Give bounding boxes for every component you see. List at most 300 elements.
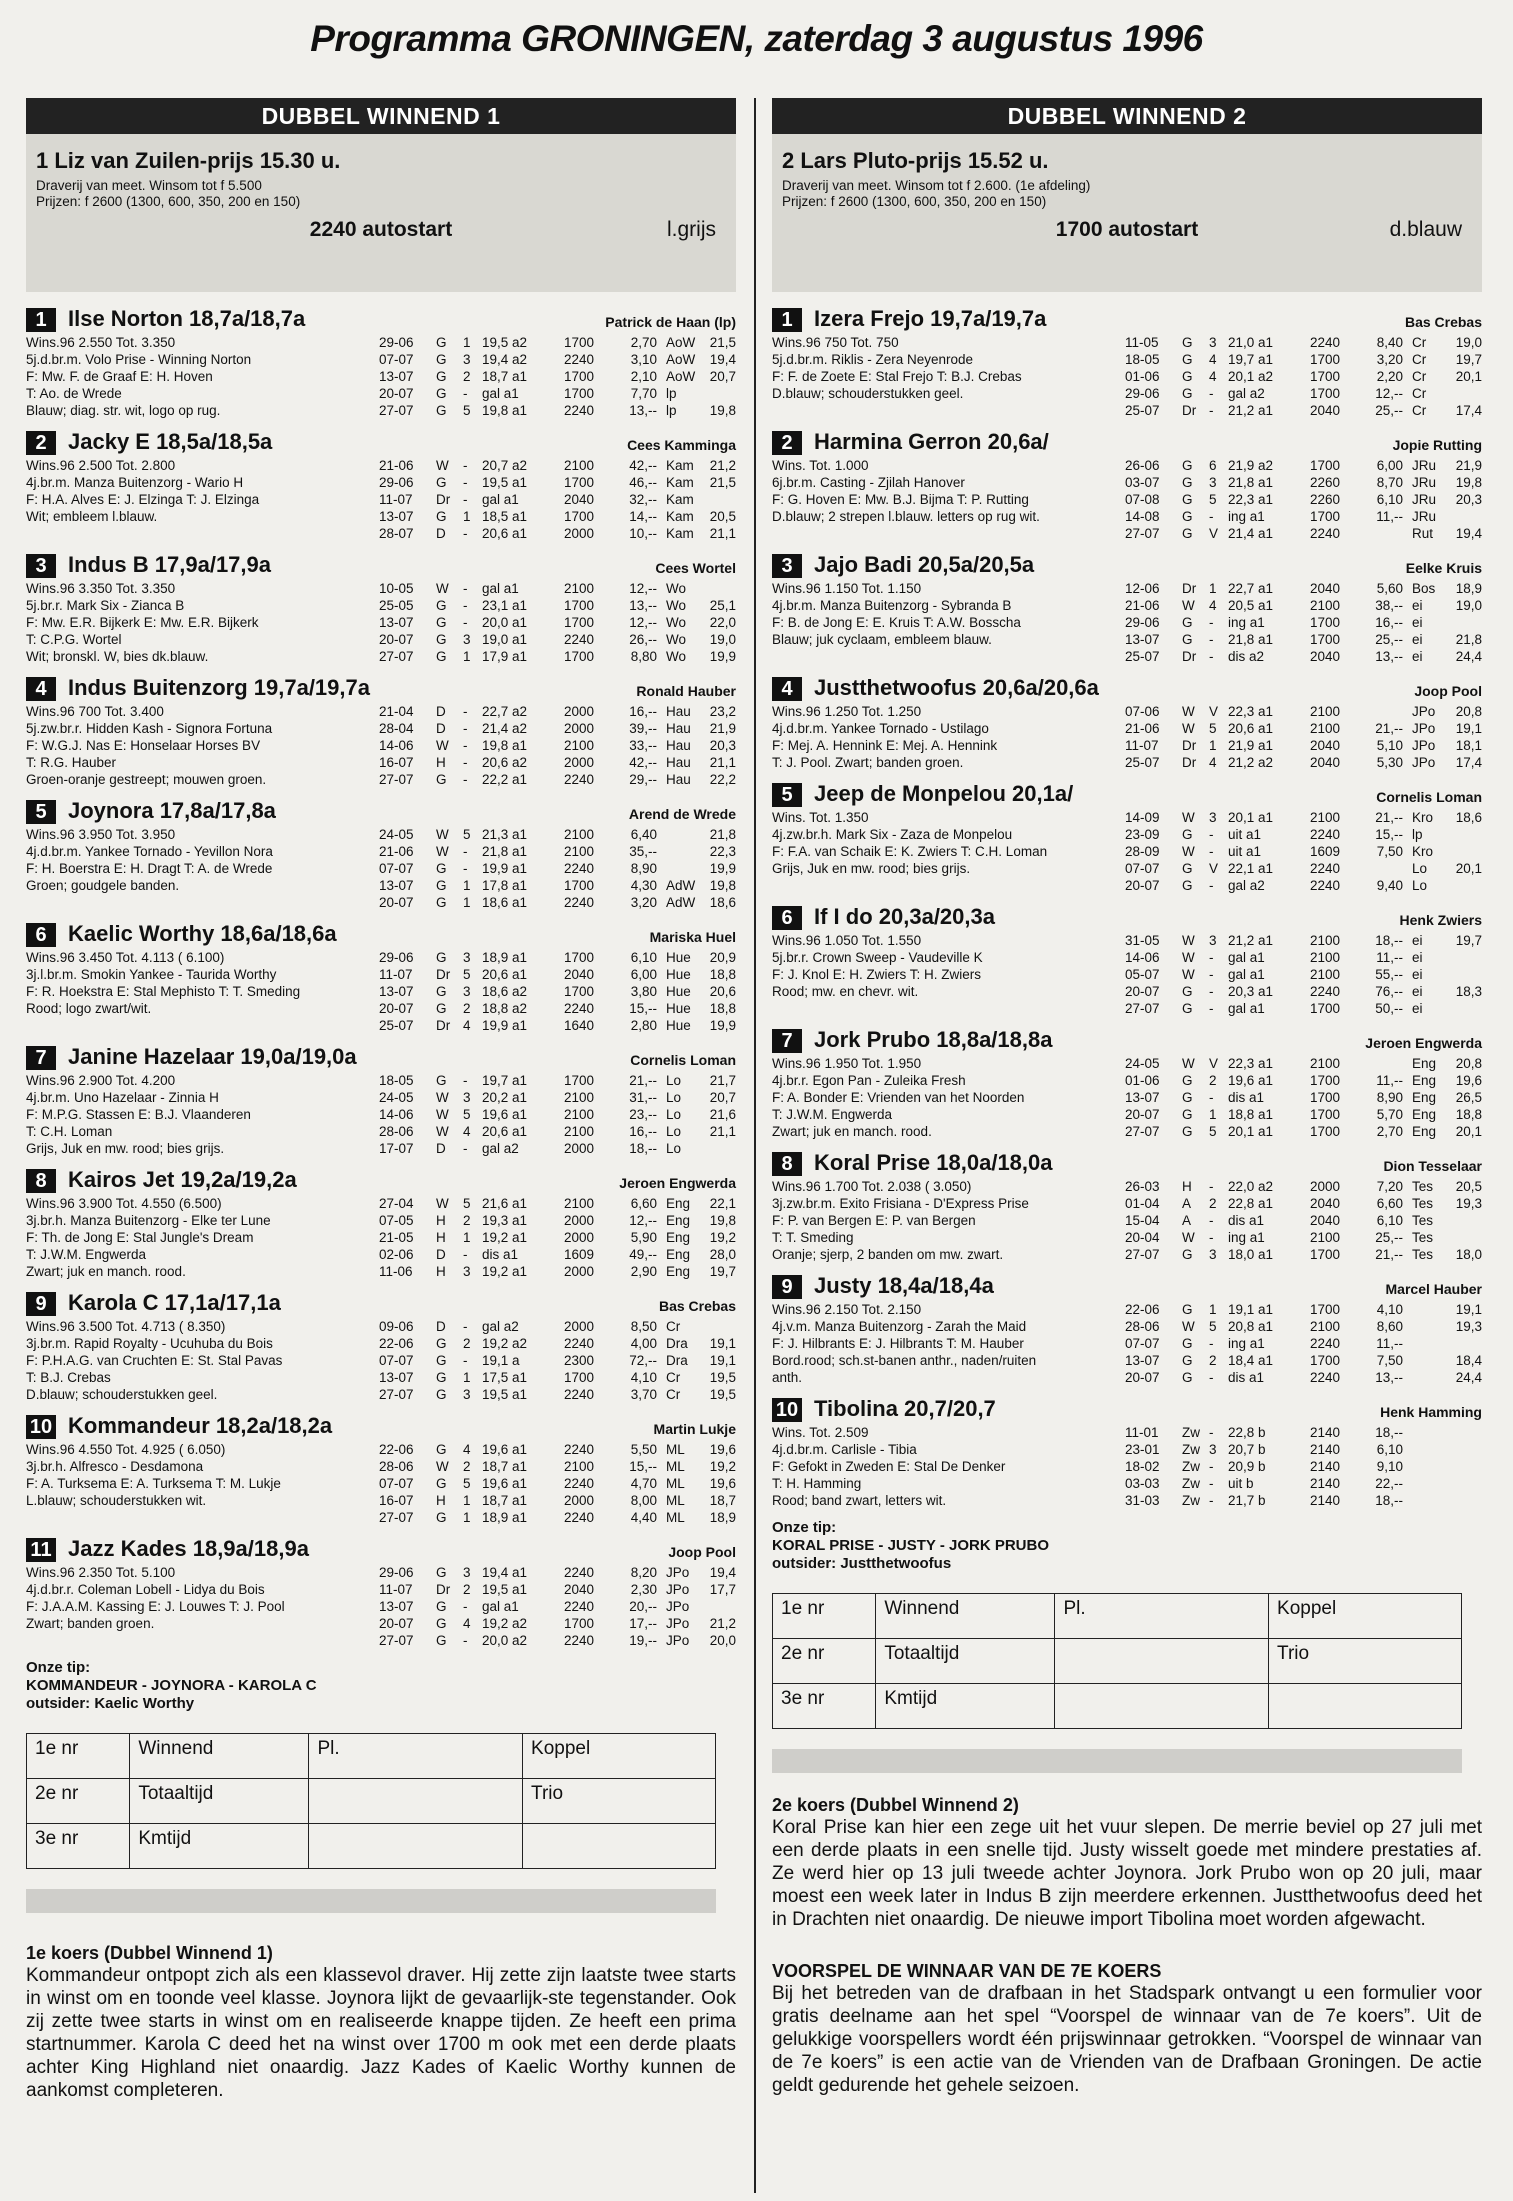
form-cell: 19,5 a1 — [482, 1387, 528, 1402]
form-cell: 2 — [463, 1336, 471, 1351]
form-cell: 29-06 — [379, 1565, 414, 1580]
form-cell: 17,5 a1 — [482, 1370, 528, 1385]
form-cell: 20,1 a2 — [1228, 369, 1274, 384]
horse-info-line: 3j.zw.br.m. Exito Frisiana - D'Express Prise — [772, 1196, 1029, 1211]
form-cell: 15,-- — [629, 1001, 657, 1016]
horse-name: Kairos Jet 19,2a/19,2a — [68, 1167, 297, 1192]
form-cell: 2000 — [563, 1319, 594, 1334]
form-cell: 26,5 — [1455, 1090, 1482, 1105]
form-cell: Dr — [436, 1582, 451, 1597]
form-cell: 19,6 a1 — [482, 1476, 528, 1491]
form-cell: 2040 — [1309, 581, 1340, 596]
form-cell: 7,50 — [1376, 1353, 1403, 1368]
form-cell: 25,1 — [709, 598, 736, 613]
form-cell: W — [1182, 1319, 1195, 1334]
bet-form-cell[interactable]: Koppel — [1269, 1594, 1462, 1639]
form-cell: AoW — [666, 369, 696, 384]
bet-form — [772, 1593, 1482, 1729]
form-cell: Cr — [666, 1370, 681, 1385]
horse-details — [26, 580, 736, 665]
horse-form-list — [1125, 580, 1482, 665]
form-cell: W — [436, 1196, 449, 1211]
form-cell: AdW — [666, 878, 696, 893]
form-cell: 19,6 a1 — [482, 1107, 528, 1122]
bet-form-cell[interactable]: Kmtijd — [876, 1684, 1055, 1729]
form-cell: 18-05 — [1125, 352, 1160, 367]
form-cell: JRu — [1412, 475, 1437, 490]
form-cell: 18,1 — [1455, 738, 1482, 753]
form-cell: 20,0 a1 — [482, 615, 528, 630]
form-cell: 5 — [1209, 721, 1217, 736]
horse-header — [772, 675, 1482, 703]
form-cell: A — [1182, 1196, 1192, 1211]
form-cell: Kam — [666, 475, 694, 490]
form-cell: JRu — [1412, 458, 1437, 473]
horse-form-list — [379, 703, 736, 788]
race-conditions — [782, 178, 1472, 210]
form-cell: G — [1182, 386, 1193, 401]
form-cell: 3 — [463, 950, 471, 965]
horse-info-line: F: P.H.A.G. van Cruchten E: St. Stal Pavas — [26, 1353, 283, 1368]
form-cell: 5 — [463, 403, 471, 418]
form-row — [1125, 1424, 1482, 1441]
form-cell: 4 — [1209, 598, 1217, 613]
form-cell: 20-07 — [379, 1001, 414, 1016]
form-cell: Cr — [666, 1319, 681, 1334]
form-cell: G — [436, 1565, 447, 1580]
form-cell: 5,60 — [1376, 581, 1403, 596]
race-prize-text: Prijzen: f 2600 (1300, 600, 350, 200 en 150) — [36, 194, 301, 209]
bet-form-cell[interactable]: 2e nr — [773, 1639, 876, 1684]
form-cell: 28-09 — [1125, 844, 1160, 859]
form-row — [379, 1352, 736, 1369]
horse-number: 3 — [26, 554, 56, 578]
form-cell: 11-07 — [379, 967, 413, 982]
form-cell: 42,-- — [629, 755, 657, 770]
form-cell: 2140 — [1309, 1493, 1340, 1508]
bet-form-cell[interactable]: Trio — [523, 1779, 716, 1824]
horse-info-line: Wins.96 1.250 Tot. 1.250 — [772, 704, 922, 719]
form-cell: gal a2 — [482, 1141, 519, 1156]
horse-info-line: Grijs, Juk en mw. rood; bies grijs. — [26, 1141, 225, 1156]
horse-entry — [26, 1167, 736, 1280]
bet-form-cell[interactable]: Pl. — [1055, 1594, 1269, 1639]
horse-name: Izera Frejo 19,7a/19,7a — [814, 306, 1047, 331]
form-row — [1125, 1352, 1482, 1369]
form-cell: 2100 — [1309, 810, 1340, 825]
horse-info-line: F: A. Turksema E: A. Turksema T: M. Lukje — [26, 1476, 281, 1491]
form-cell: G — [1182, 509, 1193, 524]
form-cell: Kam — [666, 526, 694, 541]
horse-entry — [772, 306, 1482, 419]
form-cell: Lo — [666, 1124, 682, 1139]
form-cell: G — [1182, 335, 1193, 350]
form-cell: G — [1182, 1090, 1193, 1105]
form-cell: 29-06 — [379, 950, 414, 965]
form-cell: 2240 — [1309, 878, 1340, 893]
form-cell: - — [463, 1599, 468, 1614]
form-cell: Cr — [666, 1387, 681, 1402]
form-cell: 21,-- — [1375, 721, 1403, 736]
bet-form-cell[interactable]: Pl. — [309, 1734, 523, 1779]
form-cell: Hue — [666, 984, 691, 999]
form-cell: 22,2 — [709, 772, 736, 787]
form-cell: 18,0 a1 — [1228, 1247, 1274, 1262]
form-cell: 2100 — [563, 844, 594, 859]
form-cell: 20,2 a1 — [482, 1090, 528, 1105]
form-cell: Lo — [666, 1107, 682, 1122]
form-cell: 2100 — [1309, 598, 1340, 613]
form-cell: 07-08 — [1125, 492, 1160, 507]
horse-number: 5 — [772, 783, 802, 807]
form-cell: 1700 — [563, 984, 594, 999]
form-cell: 27-07 — [1125, 526, 1160, 541]
form-cell: G — [436, 1370, 447, 1385]
form-row — [1125, 754, 1482, 771]
form-cell: Kro — [1412, 844, 1434, 859]
horse-form-list — [1125, 1055, 1482, 1140]
horse-form-list — [1125, 1424, 1482, 1509]
form-cell: 22,0 — [709, 615, 736, 630]
form-cell: 29,-- — [629, 772, 657, 787]
form-cell: 27-04 — [379, 1196, 414, 1211]
column-race-1 — [26, 98, 736, 2188]
form-cell: 25-07 — [1125, 403, 1160, 418]
form-cell: 5,70 — [1376, 1107, 1403, 1122]
horse-form-list — [1125, 457, 1482, 542]
horse-info-line: F: R. Hoekstra E: Stal Mephisto T: T. Smeding — [26, 984, 301, 999]
form-cell: 6,10 — [1376, 1213, 1403, 1228]
form-cell: 2140 — [1309, 1442, 1340, 1457]
form-cell: 20,7 a2 — [482, 458, 528, 473]
form-cell: ei — [1412, 598, 1423, 613]
form-row — [1125, 826, 1482, 843]
bet-form-cell[interactable]: Totaaltijd — [876, 1639, 1055, 1684]
horse-name: Koral Prise 18,0a/18,0a — [814, 1150, 1053, 1175]
form-cell: Hau — [666, 772, 691, 787]
form-cell: 1700 — [563, 1370, 594, 1385]
horse-details — [26, 1441, 736, 1526]
bet-form-cell[interactable]: Winnend — [876, 1594, 1055, 1639]
horse-form-list — [379, 457, 736, 542]
form-cell: 19,8 — [709, 403, 736, 418]
form-cell: 20-07 — [379, 632, 414, 647]
form-cell: 20,1 — [1455, 369, 1482, 384]
form-row — [379, 826, 736, 843]
form-cell: - — [463, 458, 468, 473]
form-cell: 20,6 a2 — [482, 755, 528, 770]
form-row — [379, 1123, 736, 1140]
bet-form-cell[interactable]: 3e nr — [27, 1824, 130, 1869]
horse-info-line: T: C.P.G. Wortel — [26, 632, 122, 647]
horse-driver: Jopie Rutting — [1392, 437, 1482, 453]
form-cell: 21,-- — [1375, 1247, 1403, 1262]
horse-name: Harmina Gerron 20,6a/ — [814, 429, 1049, 454]
form-cell: 19,5 a1 — [482, 1582, 528, 1597]
form-cell: 7,70 — [630, 386, 657, 401]
form-cell: 8,90 — [630, 861, 657, 876]
form-cell: 49,-- — [629, 1247, 657, 1262]
bet-form-cell[interactable]: 3e nr — [773, 1684, 876, 1729]
form-cell: H — [436, 755, 446, 770]
form-cell: 31-03 — [1125, 1493, 1160, 1508]
form-row — [379, 771, 736, 788]
form-cell: - — [463, 772, 468, 787]
form-row — [379, 877, 736, 894]
form-cell: 1700 — [563, 950, 594, 965]
form-cell: - — [1209, 878, 1214, 893]
form-cell: Dr — [436, 967, 451, 982]
form-cell: - — [463, 1141, 468, 1156]
form-cell: 1 — [463, 509, 471, 524]
horse-name: Jacky E 18,5a/18,5a — [68, 429, 273, 454]
race-header — [26, 134, 736, 292]
form-cell: 2100 — [1309, 967, 1340, 982]
form-cell: G — [436, 772, 447, 787]
form-cell: 5,30 — [1376, 755, 1403, 770]
form-cell: 19,-- — [629, 1633, 657, 1648]
horse-info-line: T: R.G. Hauber — [26, 755, 117, 770]
bet-form — [26, 1733, 736, 1869]
form-cell: 6,10 — [630, 950, 657, 965]
form-cell: G — [1182, 475, 1193, 490]
horse-header — [26, 1413, 736, 1441]
horse-header — [772, 904, 1482, 932]
form-cell: Tes — [1412, 1247, 1434, 1262]
form-cell: Dr — [1182, 738, 1197, 753]
form-cell: 17,4 — [1455, 755, 1482, 770]
form-cell: 19,7 a1 — [1228, 352, 1274, 367]
form-cell: 1700 — [1309, 1353, 1340, 1368]
form-cell: 1 — [1209, 581, 1217, 596]
form-cell: 21,5 — [709, 335, 736, 350]
form-cell: 13-07 — [379, 1370, 414, 1385]
form-cell: - — [1209, 1425, 1214, 1440]
form-cell: 8,80 — [630, 649, 657, 664]
race-banner: DUBBEL WINNEND 1 — [26, 98, 736, 134]
horse-form-list — [379, 1564, 736, 1649]
horse-info-line: T: J.W.M. Engwerda — [26, 1247, 147, 1262]
bet-form-cell[interactable] — [523, 1824, 716, 1869]
bet-form-cell[interactable]: Totaaltijd — [130, 1779, 309, 1824]
form-row — [1125, 1335, 1482, 1352]
form-cell: Lo — [666, 1090, 682, 1105]
horse-details — [772, 703, 1482, 771]
form-cell: 20,-- — [629, 1599, 657, 1614]
form-row — [1125, 1178, 1482, 1195]
form-cell: 2040 — [1309, 738, 1340, 753]
form-cell: 2240 — [563, 1442, 594, 1457]
horse-form-list — [379, 1072, 736, 1157]
horse-number: 9 — [772, 1275, 802, 1299]
horse-header — [772, 1396, 1482, 1424]
form-cell: 3 — [463, 1090, 471, 1105]
bet-form-cell[interactable] — [1055, 1639, 1269, 1684]
form-row — [379, 1581, 736, 1598]
horse-info-line: T: H. Hamming — [772, 1476, 862, 1491]
our-tip — [772, 1519, 1482, 1573]
form-cell: H — [1182, 1179, 1192, 1194]
form-cell: 03-07 — [1125, 475, 1160, 490]
form-cell: 01-06 — [1125, 369, 1160, 384]
form-cell: 25-07 — [1125, 755, 1160, 770]
form-cell: 18,9 a1 — [482, 950, 528, 965]
horse-driver: Eelke Kruis — [1405, 560, 1482, 576]
race-start-row — [36, 218, 726, 246]
horse-name: Jeep de Monpelou 20,1a/ — [814, 781, 1074, 806]
horse-info-line: F: J. Hilbrants E: J. Hilbrants T: M. Hauber — [772, 1336, 1024, 1351]
horse-details — [772, 457, 1482, 542]
bet-form-cell[interactable] — [1055, 1684, 1269, 1729]
horse-details — [772, 1424, 1482, 1509]
horse-info-line: F: F. de Zoete E: Stal Frejo T: B.J. Crebas — [772, 369, 1022, 384]
form-cell: 1700 — [563, 649, 594, 664]
form-cell: 19,7 — [1455, 933, 1482, 948]
form-cell: 1700 — [1309, 1107, 1340, 1122]
horse-info-line: F: Gefokt in Zweden E: Stal De Denker — [772, 1459, 1006, 1474]
form-cell: 2040 — [1309, 1213, 1340, 1228]
form-cell: 19,9 — [709, 1018, 736, 1033]
form-cell: 18,6 a2 — [482, 984, 528, 999]
horse-form-list — [379, 826, 736, 911]
form-cell: 18,9 — [1455, 581, 1482, 596]
form-cell: G — [1182, 1124, 1193, 1139]
form-row — [1125, 597, 1482, 614]
form-cell: 21,7 — [709, 1073, 736, 1088]
form-cell: 2100 — [563, 1090, 594, 1105]
form-cell: 1 — [463, 1230, 471, 1245]
horse-number: 9 — [26, 1292, 56, 1316]
form-cell: Eng — [1412, 1056, 1437, 1071]
bet-form-cell[interactable]: 1e nr — [27, 1734, 130, 1779]
form-cell: 1700 — [1309, 1090, 1340, 1105]
form-cell: 21-04 — [379, 704, 414, 719]
horse-info-line: Wins.96 3.950 Tot. 3.950 — [26, 827, 176, 842]
form-cell: D — [436, 721, 446, 736]
horse-entry — [26, 306, 736, 419]
form-cell: - — [463, 492, 468, 507]
horse-info-line: Rood; mw. en chevr. wit. — [772, 984, 919, 999]
form-cell: D — [436, 1141, 446, 1156]
horse-header — [26, 1167, 736, 1195]
bet-form-cell[interactable]: Koppel — [523, 1734, 716, 1779]
form-cell: 7,20 — [1376, 1179, 1403, 1194]
form-cell: G — [1182, 1001, 1193, 1016]
form-cell: - — [1209, 1476, 1214, 1491]
form-row — [1125, 580, 1482, 597]
horse-driver: Dion Tesselaar — [1383, 1158, 1482, 1174]
bet-form-cell[interactable] — [309, 1779, 523, 1824]
bet-form-cell[interactable] — [309, 1824, 523, 1869]
form-row — [1125, 983, 1482, 1000]
form-cell: 21,8 — [1455, 632, 1482, 647]
form-cell: 19,8 — [709, 1213, 736, 1228]
form-cell: G — [1182, 526, 1193, 541]
form-cell: lp — [666, 386, 677, 401]
form-cell: 18,7 a1 — [482, 369, 528, 384]
bet-form-row — [773, 1639, 1462, 1684]
form-row — [379, 385, 736, 402]
form-cell: 29-06 — [1125, 386, 1160, 401]
form-cell: 21,5 — [709, 475, 736, 490]
form-cell: Dr — [1182, 649, 1197, 664]
form-cell: 19,1 a — [482, 1353, 520, 1368]
horse-info-line: T: J.W.M. Engwerda — [772, 1107, 893, 1122]
horse-entry — [26, 675, 736, 788]
horse-info — [26, 334, 388, 419]
form-cell: 11-05 — [1125, 335, 1159, 350]
horse-info-line: T: Ao. de Wrede — [26, 386, 122, 401]
horse-form-list — [1125, 334, 1482, 419]
form-row — [379, 1458, 736, 1475]
form-cell: 21-05 — [379, 1230, 414, 1245]
form-row — [1125, 1055, 1482, 1072]
form-cell: 14-06 — [1125, 950, 1160, 965]
form-cell: 2000 — [563, 1493, 594, 1508]
form-cell: 72,-- — [629, 1353, 657, 1368]
horse-details — [26, 949, 736, 1034]
form-cell: G — [436, 1633, 447, 1648]
form-cell: uit b — [1228, 1476, 1254, 1491]
bet-form-cell[interactable]: Winnend — [130, 1734, 309, 1779]
horse-driver: Ronald Hauber — [636, 683, 736, 699]
form-cell: 2300 — [563, 1353, 594, 1368]
form-row — [379, 1318, 736, 1335]
horse-info — [772, 1055, 1134, 1140]
bet-form-cell[interactable]: Trio — [1269, 1639, 1462, 1684]
form-cell: ei — [1412, 1001, 1423, 1016]
horse-number: 6 — [26, 923, 56, 947]
horse-info-line: 4j.zw.br.h. Mark Six - Zaza de Monpelou — [772, 827, 1013, 842]
horse-form-list — [1125, 1301, 1482, 1386]
form-cell: - — [463, 615, 468, 630]
form-row — [379, 474, 736, 491]
form-cell: 2100 — [563, 1459, 594, 1474]
form-cell: 20,6 a1 — [482, 1124, 528, 1139]
horse-info-line: 4j.br.r. Egon Pan - Zuleika Fresh — [772, 1073, 966, 1088]
form-cell: 19,0 — [1455, 598, 1482, 613]
form-cell: 20,5 — [1455, 1179, 1482, 1194]
form-cell: 2240 — [563, 403, 594, 418]
form-cell: 20,8 — [1455, 704, 1482, 719]
form-cell: 1 — [463, 1493, 471, 1508]
form-cell: Dra — [666, 1336, 688, 1351]
form-row — [379, 597, 736, 614]
form-cell: - — [1209, 827, 1214, 842]
form-cell: JPo — [666, 1616, 690, 1631]
form-row — [1125, 385, 1482, 402]
horse-info-line: T: T. Smeding — [772, 1230, 854, 1245]
form-cell: 19,1 — [1455, 1302, 1482, 1317]
form-cell: 11-07 — [379, 1582, 413, 1597]
race-start-type: 2240 autostart — [309, 218, 453, 241]
form-cell: 21,6 a1 — [482, 1196, 528, 1211]
bet-form-cell[interactable]: Kmtijd — [130, 1824, 309, 1869]
form-cell: gal a1 — [482, 492, 519, 507]
horse-info-line: 6j.br.m. Casting - Zjilah Hanover — [772, 475, 965, 490]
form-cell: 17-07 — [379, 1141, 414, 1156]
form-cell: 4 — [1209, 755, 1217, 770]
form-cell: V — [1209, 1056, 1219, 1071]
form-row — [1125, 1000, 1482, 1017]
bet-form-cell[interactable]: 1e nr — [773, 1594, 876, 1639]
form-cell: 2240 — [563, 861, 594, 876]
horse-details — [26, 457, 736, 542]
horse-header — [772, 306, 1482, 334]
bet-form-cell[interactable] — [1269, 1684, 1462, 1729]
form-row — [1125, 334, 1482, 351]
bet-form-cell[interactable]: 2e nr — [27, 1779, 130, 1824]
